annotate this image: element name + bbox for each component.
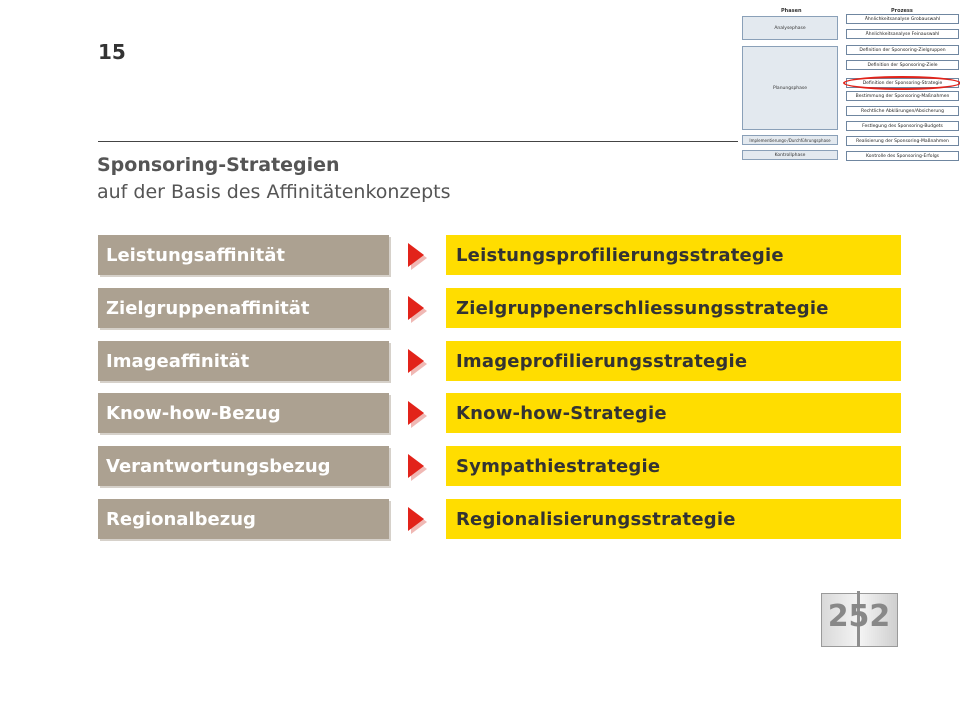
arrow-right-icon — [408, 401, 424, 425]
diagram-step: Definition der Sponsoring-Strategie — [846, 78, 959, 88]
diagram-step: Bestimmung der Sponsoring-Maßnahmen — [846, 91, 959, 101]
slide-title: Sponsoring-Strategien — [97, 154, 340, 176]
diagram-header-phases: Phasen — [781, 8, 802, 14]
strategy-label: Imageprofilierungsstrategie — [446, 341, 901, 381]
diagram-step: Definition der Sponsoring-Zielgruppen — [846, 45, 959, 55]
diagram-step: Festlegung des Sponsoring-Budgets — [846, 121, 959, 131]
diagram-step: Ähnlichkeitsanalyse Grobauswahl — [846, 14, 959, 24]
slide-number: 15 — [98, 40, 126, 64]
book-page-icon — [818, 589, 900, 649]
arrow-right-icon — [408, 349, 424, 373]
diagram-step: Kontrolle des Sponsoring-Erfolgs — [846, 151, 959, 161]
strategy-label: Regionalisierungsstrategie — [446, 499, 901, 539]
diagram-step: Ähnlichkeitsanalyse Feinauswahl — [846, 29, 959, 39]
book-page-number: 252 — [827, 599, 891, 634]
diagram-phase-planung: Planungsphase — [742, 46, 838, 130]
affinity-label: Zielgruppenaffinität — [98, 288, 389, 328]
affinity-label: Verantwortungsbezug — [98, 446, 389, 486]
strategy-label: Zielgruppenerschliessungsstrategie — [446, 288, 901, 328]
affinity-label: Imageaffinität — [98, 341, 389, 381]
arrow-right-icon — [408, 243, 424, 267]
arrow-right-icon — [408, 454, 424, 478]
affinity-label: Know-how-Bezug — [98, 393, 389, 433]
strategy-label: Sympathiestrategie — [446, 446, 901, 486]
arrow-right-icon — [408, 296, 424, 320]
affinity-label: Leistungsaffinität — [98, 235, 389, 275]
strategy-label: Leistungsprofilierungsstrategie — [446, 235, 901, 275]
slide-subtitle: auf der Basis des Affinitätenkonzepts — [97, 181, 451, 203]
diagram-phase-implementierung: Implementierungs-/Durchführungsphase — [742, 135, 838, 145]
diagram-phase-kontrolle: Kontrollphase — [742, 150, 838, 160]
header-divider — [98, 141, 738, 142]
strategy-label: Know-how-Strategie — [446, 393, 901, 433]
diagram-step: Definition der Sponsoring-Ziele — [846, 60, 959, 70]
process-diagram — [739, 4, 960, 162]
diagram-step: Rechtliche Abklärungen/Absicherung — [846, 106, 959, 116]
highlight-ring — [843, 76, 960, 90]
diagram-header-process: Prozess — [891, 8, 913, 14]
arrow-right-icon — [408, 507, 424, 531]
affinity-label: Regionalbezug — [98, 499, 389, 539]
diagram-step: Realisierung der Sponsoring-Maßnahmen — [846, 136, 959, 146]
diagram-phase-analyse: Analysephase — [742, 16, 838, 40]
